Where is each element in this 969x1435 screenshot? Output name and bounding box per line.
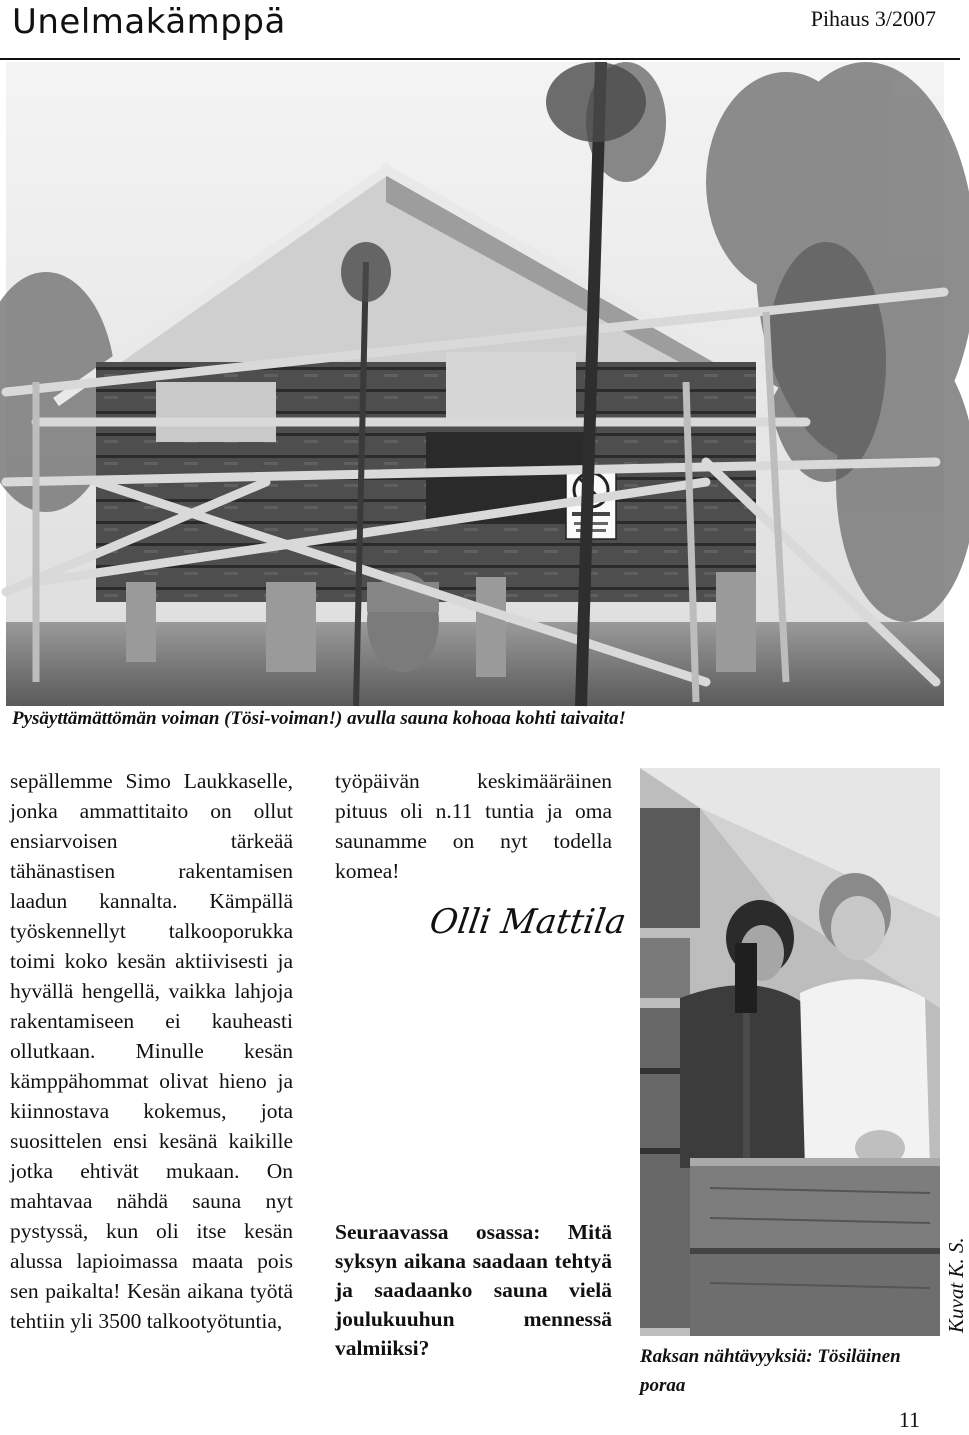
magazine-section-title: Unelmakämppä xyxy=(12,2,286,42)
second-photo-drilling xyxy=(640,768,940,1336)
main-photo-caption: Pysäyttämättömän voiman (Tösi-voiman!) avulla sauna kohoaa kohti taivaita! xyxy=(12,708,626,729)
article-text-middle-column: työpäivän keskimääräinen pituus oli n.11 tuntia ja oma saunamme on nyt todella komea! xyxy=(335,769,612,883)
main-photo-sauna-construction xyxy=(6,62,944,706)
header-divider xyxy=(0,58,960,60)
author-signature: Olli Mattila xyxy=(427,902,629,942)
page-number: 11 xyxy=(898,1407,920,1432)
second-photo-caption: Raksan nähtävyyksiä: Tösiläinen poraa xyxy=(640,1346,901,1396)
photo-credit: Kuvat K. S. xyxy=(944,1237,968,1333)
issue-label: Pihaus 3/2007 xyxy=(810,6,936,31)
next-part-teaser: Seuraavassa osassa: Mitä syksyn aikana saadaan tehtyä ja saadaanko sauna vielä joulukuuhun mennessä valmiiksi? xyxy=(335,1220,612,1360)
article-text-left-column: sepällemme Simo Laukkaselle, jonka ammattitaito on ollut ensiarvoisen tärkeää tähänastisen rakentamisen laadun kannalta. Kämpällä työskennellyt talkooporukka toimi koko kesän aktiivisesti ja hyvällä hengellä, vaikka lahjoja rakentamiseen ei kauheasti ollutkaan. Minulle kesän kämppähommat olivat hieno ja kiinnostava kokemus, jota suosittelen ensi kesänä kaikille jotka ehtivät mukaan. On mahtavaa nähdä sauna nyt pystyssä, kun oli itse kesän alussa lapioimassa maata pois sen paikalta! Kesän aikana työtä tehtiin yli 3500 talkootyötuntia, xyxy=(10,769,293,1333)
